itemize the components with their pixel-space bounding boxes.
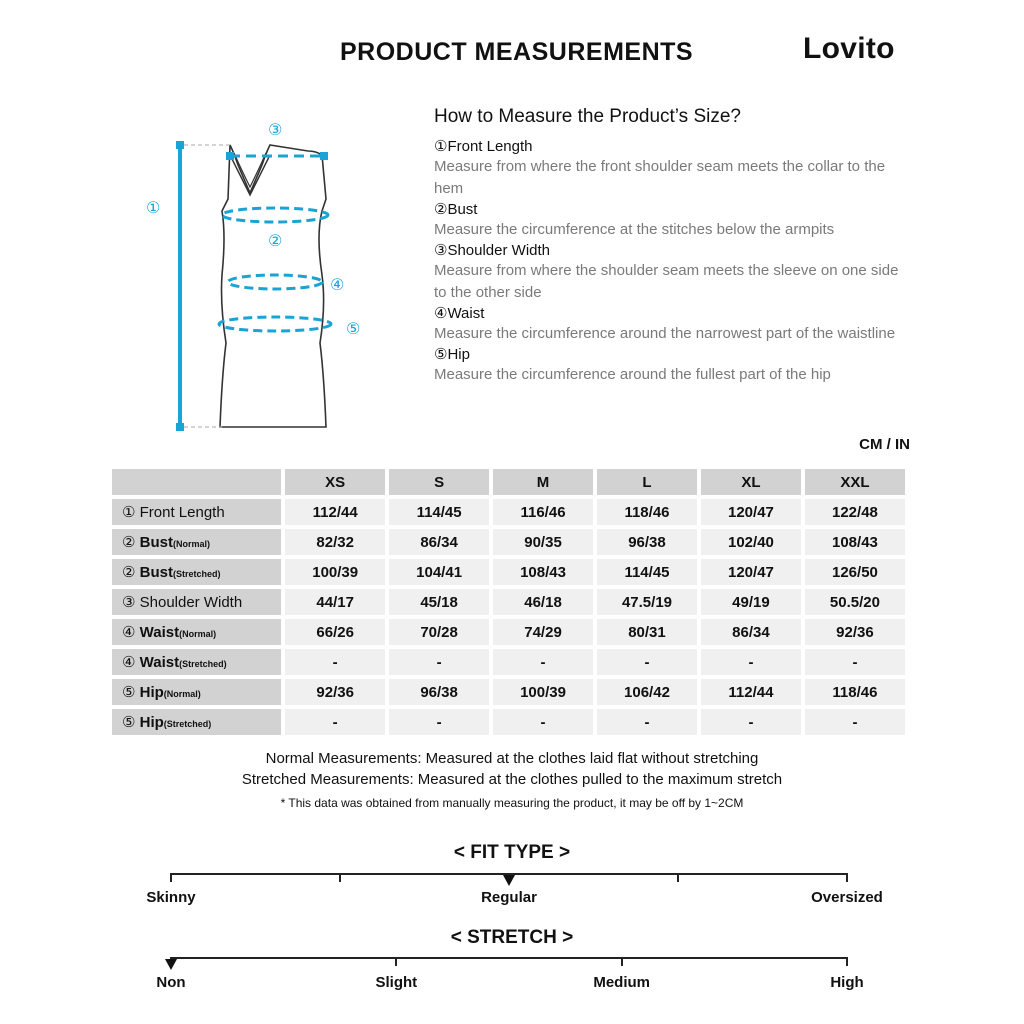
row-label-text: Waist bbox=[139, 654, 180, 671]
table-cell: 45/18 bbox=[389, 589, 489, 615]
how-to-measure-section bbox=[434, 106, 914, 386]
table-cell: 50.5/20 bbox=[805, 589, 905, 615]
stretch-title: < STRETCH > bbox=[450, 927, 574, 948]
stretch-scale-line bbox=[171, 957, 847, 959]
table-cell: 108/43 bbox=[805, 529, 905, 555]
row-label-text: Shoulder Width bbox=[139, 594, 243, 611]
scale-label: Skinny bbox=[146, 889, 196, 906]
marker-bust: ② bbox=[268, 231, 283, 250]
row-label bbox=[112, 499, 281, 525]
row-label-text: Bust bbox=[139, 534, 173, 551]
table-cell: 116/46 bbox=[493, 499, 593, 525]
table-cell: 92/36 bbox=[805, 619, 905, 645]
table-row bbox=[112, 529, 905, 555]
table-cell: 92/36 bbox=[285, 679, 385, 705]
scale-label: High bbox=[830, 974, 864, 991]
measure-description: Measure from where the front shoulder seam meets the collar to the hem bbox=[434, 158, 886, 197]
table-cell: - bbox=[597, 649, 697, 675]
scale-tick bbox=[395, 957, 397, 966]
row-number: ⑤ bbox=[122, 684, 136, 701]
table-cell: 102/40 bbox=[701, 529, 801, 555]
table-cell: 118/46 bbox=[597, 499, 697, 525]
table-cell: - bbox=[493, 649, 593, 675]
table-cell: 90/35 bbox=[493, 529, 593, 555]
table-cell: 118/46 bbox=[805, 679, 905, 705]
table-row bbox=[112, 649, 905, 675]
measure-description: Measure the circumference around the fullest part of the hip bbox=[434, 366, 831, 383]
row-number: ④ bbox=[122, 624, 136, 641]
row-label-sub: (Stretched) bbox=[179, 659, 227, 669]
size-header: M bbox=[493, 469, 593, 495]
measure-heading: ②Bust bbox=[434, 201, 478, 218]
scale-pointer-icon bbox=[165, 959, 177, 970]
marker-hip: ⑤ bbox=[346, 319, 361, 338]
marker-front-length: ① bbox=[146, 198, 161, 217]
stretched-note: Stretched Measurements: Measured at the clothes pulled to the maximum stretch bbox=[241, 771, 783, 788]
table-cell: 66/26 bbox=[285, 619, 385, 645]
table-cell: - bbox=[389, 649, 489, 675]
table-cell: 120/47 bbox=[701, 559, 801, 585]
table-cell: 46/18 bbox=[493, 589, 593, 615]
row-number: ⑤ bbox=[122, 714, 136, 731]
scale-label: Oversized bbox=[811, 889, 883, 906]
measure-item bbox=[434, 304, 914, 345]
table-cell: 114/45 bbox=[389, 499, 489, 525]
table-row bbox=[112, 589, 905, 615]
table-cell: 96/38 bbox=[597, 529, 697, 555]
size-header: XL bbox=[701, 469, 801, 495]
row-label-sub: (Stretched) bbox=[172, 569, 221, 579]
scale-label: Medium bbox=[593, 974, 650, 991]
table-cell: 100/39 bbox=[493, 679, 593, 705]
table-row bbox=[112, 709, 905, 735]
row-label-text: Waist bbox=[139, 624, 180, 641]
scale-label: Slight bbox=[375, 974, 418, 991]
dress-diagram bbox=[130, 115, 370, 435]
table-header-row bbox=[112, 469, 905, 495]
table-cell: - bbox=[493, 709, 593, 735]
table-row bbox=[112, 559, 905, 585]
size-header: XXL bbox=[805, 469, 905, 495]
size-header: L bbox=[597, 469, 697, 495]
scale-label: Regular bbox=[481, 889, 537, 906]
disclaimer-note: * This data was obtained from manually measuring the product, it may be off by 1~2CM bbox=[280, 796, 744, 810]
page-title: PRODUCT MEASUREMENTS bbox=[340, 38, 694, 66]
row-label-text: Front Length bbox=[139, 504, 225, 521]
table-cell: 70/28 bbox=[389, 619, 489, 645]
size-header: XS bbox=[285, 469, 385, 495]
table-cell: 96/38 bbox=[389, 679, 489, 705]
table-cell: 86/34 bbox=[389, 529, 489, 555]
row-label bbox=[112, 529, 281, 555]
row-label-sub: (Stretched) bbox=[163, 719, 212, 729]
table-cell: 74/29 bbox=[493, 619, 593, 645]
fit-type-title: < FIT TYPE > bbox=[453, 842, 571, 863]
unit-label: CM / IN bbox=[859, 436, 910, 453]
table-cell: - bbox=[701, 649, 801, 675]
table-cell: 44/17 bbox=[285, 589, 385, 615]
normal-note: Normal Measurements: Measured at the clothes laid flat without stretching bbox=[265, 750, 759, 767]
scale-tick bbox=[621, 957, 623, 966]
measure-description: Measure the circumference around the narrowest part of the waistline bbox=[434, 325, 896, 342]
row-label bbox=[112, 709, 281, 735]
size-header: S bbox=[389, 469, 489, 495]
row-number: ② bbox=[122, 564, 136, 581]
table-cell: 106/42 bbox=[597, 679, 697, 705]
row-number: ③ bbox=[122, 594, 136, 611]
table-cell: - bbox=[597, 709, 697, 735]
measure-heading: ④Waist bbox=[434, 305, 485, 322]
table-cell: 112/44 bbox=[285, 499, 385, 525]
table-cell: 104/41 bbox=[389, 559, 489, 585]
row-label-text: Bust bbox=[139, 564, 173, 581]
table-cell: 114/45 bbox=[597, 559, 697, 585]
table-row bbox=[112, 679, 905, 705]
scale-tick bbox=[846, 873, 848, 882]
row-number: ④ bbox=[122, 654, 136, 671]
row-label-text: Hip bbox=[139, 714, 164, 731]
table-cell: 80/31 bbox=[597, 619, 697, 645]
measure-heading: ⑤Hip bbox=[434, 346, 470, 363]
table-cell: 47.5/19 bbox=[597, 589, 697, 615]
row-number: ① bbox=[122, 504, 136, 521]
table-cell: - bbox=[285, 709, 385, 735]
table-cell: 82/32 bbox=[285, 529, 385, 555]
table-cell: 122/48 bbox=[805, 499, 905, 525]
table-row bbox=[112, 499, 905, 525]
row-label-sub: (Normal) bbox=[179, 629, 217, 639]
row-label bbox=[112, 679, 281, 705]
row-label-sub: (Normal) bbox=[163, 689, 201, 699]
row-label bbox=[112, 589, 281, 615]
row-label bbox=[112, 649, 281, 675]
scale-pointer-icon bbox=[503, 875, 515, 886]
table-cell: 86/34 bbox=[701, 619, 801, 645]
table-corner bbox=[112, 469, 281, 495]
measure-heading: ③Shoulder Width bbox=[434, 242, 551, 259]
table-cell: - bbox=[805, 649, 905, 675]
measurement-notes bbox=[0, 748, 1024, 810]
marker-shoulder: ③ bbox=[268, 120, 283, 139]
marker-waist: ④ bbox=[330, 275, 345, 294]
table-cell: - bbox=[805, 709, 905, 735]
table-cell: - bbox=[701, 709, 801, 735]
measure-description: Measure from where the shoulder seam meets the sleeve on one side to the other side bbox=[434, 262, 899, 301]
table-cell: 120/47 bbox=[701, 499, 801, 525]
table-cell: 112/44 bbox=[701, 679, 801, 705]
table-cell: - bbox=[285, 649, 385, 675]
row-number: ② bbox=[122, 534, 136, 551]
measure-item bbox=[434, 200, 914, 241]
row-label-sub: (Normal) bbox=[172, 539, 210, 549]
brand-logo: Lovito bbox=[803, 32, 895, 65]
measure-heading: ①Front Length bbox=[434, 138, 533, 155]
table-row bbox=[112, 619, 905, 645]
scale-tick bbox=[170, 873, 172, 882]
how-to-measure-title: How to Measure the Product’s Size? bbox=[434, 106, 741, 127]
table-cell: 49/19 bbox=[701, 589, 801, 615]
scale-tick bbox=[339, 873, 341, 882]
measure-item bbox=[434, 137, 914, 200]
table-cell: 100/39 bbox=[285, 559, 385, 585]
row-label bbox=[112, 559, 281, 585]
measure-item bbox=[434, 241, 914, 304]
scale-label: Non bbox=[156, 974, 186, 991]
scale-tick bbox=[846, 957, 848, 966]
size-chart-table bbox=[108, 465, 909, 739]
measure-description: Measure the circumference at the stitches below the armpits bbox=[434, 221, 835, 238]
table-cell: 108/43 bbox=[493, 559, 593, 585]
scale-tick bbox=[677, 873, 679, 882]
measure-item bbox=[434, 345, 914, 386]
table-cell: 126/50 bbox=[805, 559, 905, 585]
row-label bbox=[112, 619, 281, 645]
row-label-text: Hip bbox=[139, 684, 164, 701]
table-cell: - bbox=[389, 709, 489, 735]
